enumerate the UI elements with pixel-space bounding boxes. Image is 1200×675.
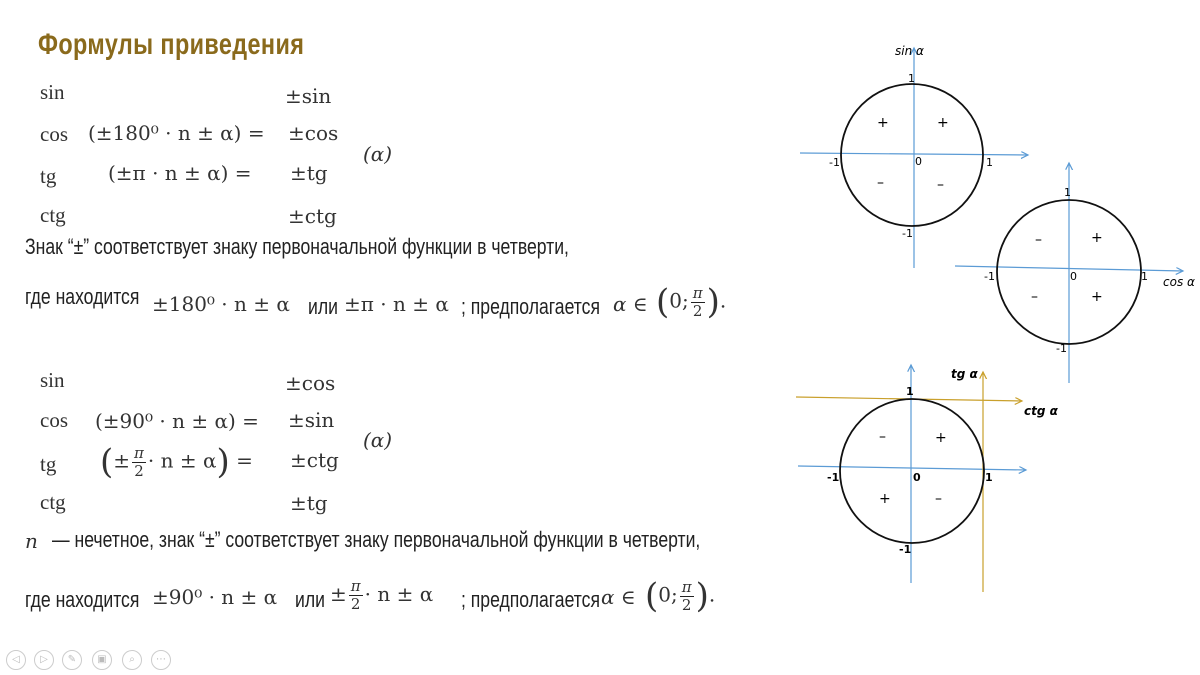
sign-q2: + — [877, 115, 889, 131]
alpha-in: α ∈ — [613, 292, 648, 316]
func-sin: sin — [40, 80, 65, 104]
argument-radians: (±π · n ± α) = — [108, 161, 252, 185]
label-minus-bottom: -1 — [1056, 342, 1067, 355]
plus-minus: ± — [113, 448, 131, 473]
label-minus-bottom: -1 — [902, 227, 913, 240]
where-expr-radians: ±π · n ± α — [344, 292, 449, 316]
sign-q1: + — [937, 115, 949, 131]
fraction-denominator: 2 — [681, 595, 692, 614]
cos-axis-label: cos α — [1163, 275, 1195, 289]
label-minus-left: -1 — [984, 270, 995, 283]
cos-circle-diagram — [955, 163, 1195, 383]
label-origin: 0 — [915, 155, 922, 168]
result-cos-2: ±cos — [285, 371, 336, 395]
func-sin-2: sin — [40, 368, 65, 392]
func-cos: cos — [40, 122, 68, 146]
sign-q4: – — [935, 491, 942, 507]
result-ctg-2: ±ctg — [290, 448, 339, 472]
label-minus-left: -1 — [829, 156, 840, 169]
sign-q3: – — [877, 175, 884, 191]
label-one-top: 1 — [906, 385, 914, 398]
where-or-2: или — [295, 587, 325, 612]
result-sin: ±sin — [285, 84, 332, 108]
interval-2: (0; $\frac{\pi}{2}$ ). — [645, 576, 716, 616]
sign-q2: – — [879, 429, 886, 445]
tg-axis-label: tg α — [951, 367, 978, 381]
label-one-right: 1 — [1141, 270, 1148, 283]
func-tg-2: tg — [40, 452, 57, 476]
alpha-argument: (α) — [363, 142, 393, 166]
argument-degrees: (±180⁰ · n ± α) = — [88, 121, 265, 145]
sin-circle-diagram — [800, 44, 1028, 268]
func-ctg-2: ctg — [40, 490, 66, 514]
sign-q4: – — [937, 177, 944, 193]
where-or: или — [308, 294, 338, 319]
sign-q3: + — [879, 491, 891, 507]
period: . — [708, 582, 716, 607]
next-slide-icon[interactable]: ▷ — [34, 650, 54, 670]
more-options-icon[interactable]: ⋯ — [151, 650, 171, 670]
label-minus-left: -1 — [827, 471, 840, 484]
alpha-argument-2: (α) — [363, 428, 393, 452]
zoom-icon[interactable]: ⌕ — [122, 650, 142, 670]
func-cos-2: cos — [40, 408, 68, 432]
sign-q2: – — [1035, 232, 1042, 248]
fraction-denominator: 2 — [350, 595, 361, 613]
fraction-numerator: π — [134, 443, 144, 462]
result-ctg: ±ctg — [288, 204, 337, 228]
fraction-numerator: π — [681, 577, 692, 596]
interval-zero: 0; — [658, 582, 678, 607]
sign-q4: + — [1091, 289, 1103, 305]
fraction-denominator: 2 — [692, 301, 703, 320]
label-one-right: 1 — [985, 471, 993, 484]
result-sin-2: ±sin — [288, 408, 335, 432]
n-variable: n — [25, 529, 38, 553]
period: . — [719, 288, 727, 313]
alpha-in-2: α ∈ — [601, 585, 636, 609]
argument-radians-2: (± $\frac{\pi}{2}$ · n ± α) = — [100, 442, 253, 482]
where-text-2: где находится — [25, 587, 140, 612]
ctg-axis-label: ctg α — [1024, 404, 1058, 418]
arg-tail: · n ± α — [364, 582, 434, 606]
page-title: Формулы приведения — [38, 28, 305, 61]
fraction-denominator: 2 — [134, 461, 144, 480]
func-tg: tg — [40, 164, 57, 188]
where-assume: ; предполагается — [461, 294, 600, 319]
sign-q3: – — [1031, 289, 1038, 305]
label-one-top: 1 — [908, 72, 915, 85]
result-tg: ±tg — [290, 161, 328, 185]
label-origin: 0 — [913, 471, 921, 484]
sign-q1: + — [1091, 230, 1103, 246]
equals: = — [236, 448, 253, 473]
arg-tail: · n ± α — [147, 448, 217, 473]
interval: (0; $\frac{\pi}{2}$ ). — [656, 282, 727, 322]
sign-q1: + — [935, 430, 947, 446]
label-one-right: 1 — [986, 156, 993, 169]
result-cos: ±cos — [288, 121, 339, 145]
sin-axis-label: sin α — [895, 44, 924, 58]
unit-circle — [840, 399, 984, 543]
where-text: где находится — [25, 284, 140, 309]
plus-minus: ± — [330, 582, 347, 606]
where-expr-degrees: ±180⁰ · n ± α — [152, 292, 290, 316]
previous-slide-icon[interactable]: ◁ — [6, 650, 26, 670]
label-one-top: 1 — [1064, 186, 1071, 199]
where-expr-degrees-2: ±90⁰ · n ± α — [152, 585, 278, 609]
sign-rule-2: — нечетное, знак “±” соответствует знаку первоначальной функции в четверти, — [52, 527, 701, 552]
x-axis — [798, 466, 1026, 470]
label-origin: 0 — [1070, 270, 1077, 283]
slides-icon[interactable]: ▣ — [92, 650, 112, 670]
argument-degrees-2: (±90⁰ · n ± α) = — [95, 409, 259, 433]
fraction-numerator: π — [692, 283, 703, 302]
where-assume-2: ; предполагается — [461, 587, 600, 612]
fraction-numerator: π — [350, 577, 361, 595]
sign-rule: Знак “±” соответствует знаку первоначальной функции в четверти, — [25, 234, 569, 259]
label-minus-bottom: -1 — [899, 543, 912, 556]
interval-zero: 0; — [669, 288, 689, 313]
pen-icon[interactable]: ✎ — [62, 650, 82, 670]
func-ctg: ctg — [40, 203, 66, 227]
tg-circle-diagram — [796, 365, 1059, 592]
result-tg-2: ±tg — [290, 491, 328, 515]
